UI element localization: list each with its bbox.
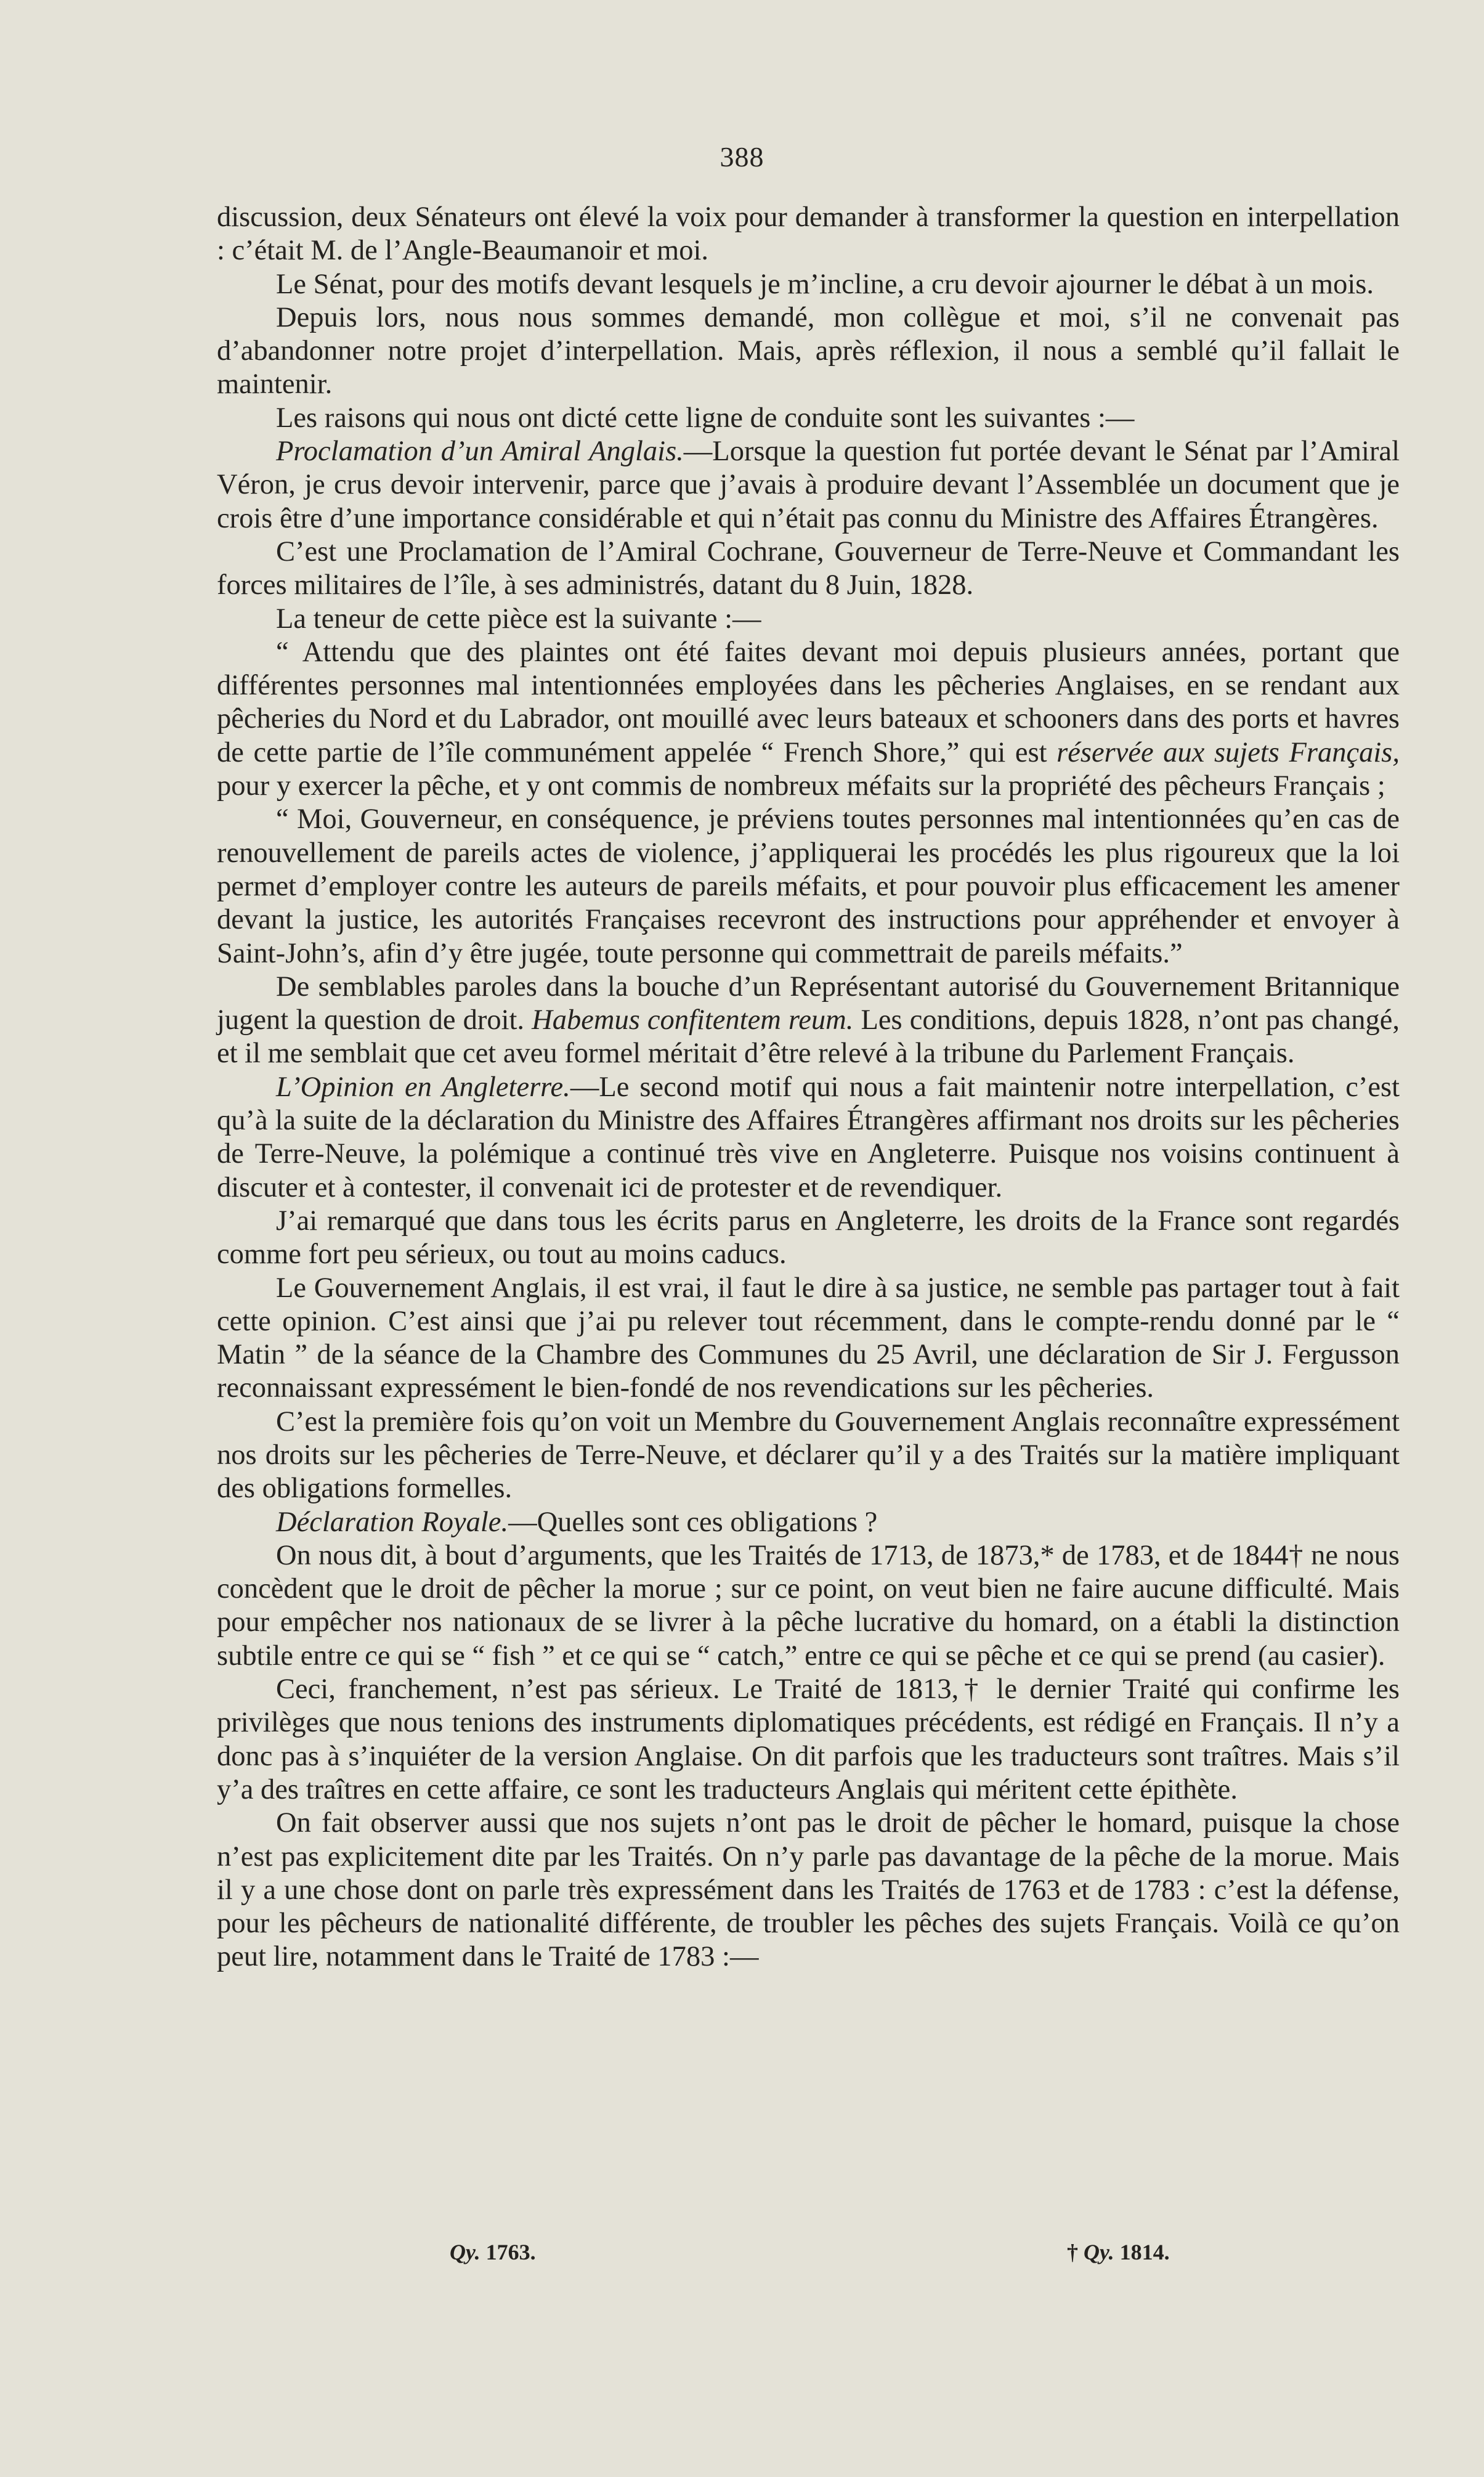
paragraph (217, 1807, 1400, 1974)
paragraph (217, 603, 1400, 636)
paragraph-text: On nous dit, à bout d’arguments, que les Traités de 1713, de 1873,* de 1783, et de 1844† ne nous concèdent que le droit de pêcher la morue ; sur ce point, on veut bien ne faire aucune difficulté. Mais pour empêcher nos nationaux de se livrer à la pêche lucrative du homard, on a établi la distinction subtile entre ce qui se “ fish ” et ce qui se “ catch,” entre ce qui se pêche et ce qui se prend (au casier). (217, 1539, 1400, 1672)
paragraph (217, 1272, 1400, 1405)
paragraph (217, 1673, 1400, 1807)
paragraph (217, 268, 1400, 301)
paragraph-text: —Lorsque la question fut portée devant le Sénat par l’Amiral Véron, je crus devoir intervenir, parce que j’avais à produire devant l’Assemblée un document que je crois être d’une importance considérable et qui n’était pas connu du Ministre des Affaires Étrangères. (217, 436, 1400, 534)
footnote-query: Qy. (1084, 2240, 1114, 2264)
paragraph (217, 1506, 1400, 1539)
footnote (450, 2239, 536, 2265)
paragraph-text: Le Gouvernement Anglais, il est vrai, il faut le dire à sa justice, ne semble pas partager tout à fait cette opinion. C’est ainsi que j’ai pu relever tout récemment, dans le compte-rendu donné par le “ Matin ” de la séance de la Chambre des Communes du 25 Avril, une déclaration de Sir J. Fergusson reconnaissant expressément le bien-fondé de nos revendications sur les pêcheries. (217, 1272, 1400, 1404)
paragraph-text: C’est une Proclamation de l’Amiral Cochrane, Gouverneur de Terre-Neuve et Commandant les forces militaires de l’île, à ses administrés, datant du 8 Juin, 1828. (217, 535, 1400, 601)
paragraph-text: discussion, deux Sénateurs ont élevé la voix pour demander à transformer la question en interpellation : c’était M. de l’Angle-Beaumanoir et moi. (217, 201, 1400, 267)
paragraph-text: La teneur de cette pièce est la suivante :— (276, 603, 761, 635)
section-lead-heading: L’Opinion en Angleterre. (276, 1071, 570, 1103)
paragraph-text: —Quelles sont ces obligations ? (508, 1506, 878, 1538)
quoted-paragraph (217, 803, 1400, 970)
paragraph-text: De semblables paroles dans la bouche d’un Représentant autorisé du Gouvernement Britannique jugent la question de droit. (217, 970, 1400, 1036)
paragraph-text: pour y exercer la pêche, et y ont commis de nombreux méfaits sur la propriété des pêcheurs Français ; (217, 770, 1385, 802)
paragraph (217, 435, 1400, 535)
paragraph-text: Le Sénat, pour des motifs devant lesquels je m’incline, a cru devoir ajourner le débat à un mois. (276, 268, 1374, 300)
footnote-value: 1814. (1119, 2240, 1170, 2264)
body-text (217, 201, 1400, 1974)
paragraph (217, 402, 1400, 435)
page-number: 388 (720, 141, 764, 173)
section-lead-heading: Proclamation d’un Amiral Anglais. (276, 436, 684, 468)
paragraph-text: —Le second motif qui nous a fait maintenir notre interpellation, c’est qu’à la suite de la déclaration du Ministre des Affaires Étrangères affirmant nos droits sur les pêcheries de Terre-Neuve, la polémique a continué très vive en Angleterre. Puisque nos voisins continuent à discuter et à contester, il convenait ici de protester et de revendiquer. (217, 1071, 1400, 1203)
paragraph (217, 970, 1400, 1071)
paragraph-text: “ Attendu que des plaintes ont été faites devant moi depuis plusieurs années, portant que différentes personnes mal intentionnées employées dans les pêcheries Anglaises, en se rendant aux pêcheries du Nord et du Labrador, ont mouillé avec leurs bateaux et schooners dans des ports et havres de cette partie de l’île communément appelée “ French Shore,” qui est (217, 636, 1400, 768)
paragraph (217, 1405, 1400, 1506)
paragraph (217, 1205, 1400, 1272)
paragraph-text: J’ai remarqué que dans tous les écrits parus en Angleterre, les droits de la France sont regardés comme fort peu sérieux, ou tout au moins caducs. (217, 1205, 1400, 1271)
quoted-paragraph (217, 636, 1400, 803)
italic-phrase: réservée aux sujets Français, (1056, 736, 1400, 768)
paragraph (217, 535, 1400, 603)
paragraph-text: Ceci, franchement, n’est pas sérieux. Le Traité de 1813,† le dernier Traité qui confirme les privilèges que nous tenions des instruments diplomatiques précédents, est rédigé en Français. Il n’y a donc pas à s’inquiéter de la version Anglaise. On dit parfois que les traducteurs sont traîtres. Mais s’il y’a des traîtres en cette affaire, ce sont les traducteurs Anglais qui méritent cette épithète. (217, 1674, 1400, 1805)
paragraph-text: Les conditions, depuis 1828, n’ont pas changé, et il me semblait que cet aveu formel méritait d’être relevé à la tribune du Parlement Français. (217, 1004, 1400, 1070)
paragraph-text: “ Moi, Gouverneur, en conséquence, je préviens toutes personnes mal intentionnées qu’en cas de renouvellement de pareils actes de violence, j’appliquerai les procédés les plus rigoureux que la loi permet d’employer contre les auteurs de pareils méfaits, et pour pouvoir plus efficacement les amener devant la justice, les autorités Françaises recevront des instructions pour appréhender et envoyer à Saint-John’s, afin d’y être jugée, toute personne qui commettrait de pareils méfaits.” (217, 803, 1400, 969)
footnote-mark: † (1067, 2240, 1084, 2264)
paragraph (217, 1539, 1400, 1673)
paragraph-text: Depuis lors, nous nous sommes demandé, mon collègue et moi, s’il ne convenait pas d’abandonner notre projet d’interpellation. Mais, après réflexion, il nous a semblé qu’il fallait le maintenir. (217, 301, 1400, 401)
footnote-query: Qy. (450, 2240, 480, 2264)
paragraph (217, 201, 1400, 268)
paragraph-text: On fait observer aussi que nos sujets n’ont pas le droit de pêcher le homard, puisque la chose n’est pas explicitement dite par les Traités. On n’y parle pas davantage de la pêche de la morue. Mais il y a une chose dont on parle très expressément dans les Traités de 1763 et de 1783 : c’est la défense, pour les pêcheurs de nationalité différente, de troubler les pêches des sujets Français. Voilà ce qu’on peut lire, notamment dans le Traité de 1783 :— (217, 1807, 1400, 1973)
paragraph (217, 1071, 1400, 1205)
section-lead-heading: Déclaration Royale. (276, 1506, 509, 1538)
paragraph-text: C’est la première fois qu’on voit un Membre du Gouvernement Anglais reconnaître expressément nos droits sur les pêcheries de Terre-Neuve, et déclarer qu’il y a des Traités sur la matière impliquant des obligations formelles. (217, 1405, 1400, 1505)
italic-phrase: Habemus confitentem reum. (532, 1004, 854, 1036)
footnote-value: 1763. (485, 2240, 536, 2264)
paragraph-text: Les raisons qui nous ont dicté cette ligne de conduite sont les suivantes :— (276, 402, 1135, 434)
footnote (1067, 2239, 1170, 2265)
paragraph (217, 301, 1400, 402)
